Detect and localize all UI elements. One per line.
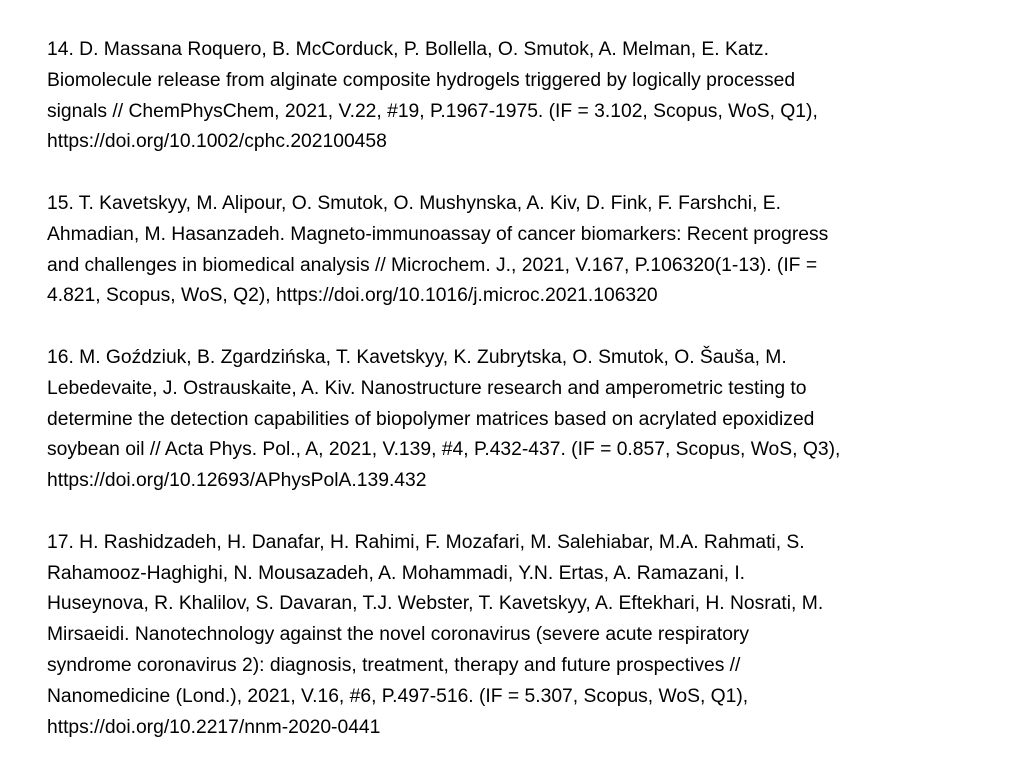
reference-item-15: 15. T. Kavetskyy, M. Alipour, O. Smutok, O. Mushynska, A. Kiv, D. Fink, F. Farshchi, E. Ahmadian, M. Hasanzadeh. Magneto-immunoassay of cancer biomarkers: Recent progress and challenges in biomedical analysis // Microchem. J., 2021, V.167, P.106320(1-13). (IF = 4.821, Scopus, WoS, Q2), https://doi.org/10.1016/j.microc.2021.106320: [47, 192, 829, 307]
reference-list: [47, 35, 997, 743]
reference-item-17: 17. H. Rashidzadeh, H. Danafar, H. Rahimi, F. Mozafari, M. Salehiabar, M.A. Rahmati, S. Rahamooz-Haghighi, N. Mousazadeh, A. Mohammadi, Y.N. Ertas, A. Ramazani, I. Huseynova, R. Khalilov, S. Davaran, T.J. Webster, T. Kavetskyy, A. Eftekhari, H. Nosrati, M. Mirsaeidi. Nanotechnology against the novel coronavirus (severe acute respiratory syndrome coronavirus 2): diagnosis, treatment, therapy and future prospectives // Nanomedicine (Lond.), 2021, V.16, #6, P.497-516. (IF = 5.307, Scopus, WoS, Q1), https://doi.org/10.2217/nnm-2020-0441: [47, 531, 824, 738]
reference-item-14: 14. D. Massana Roquero, B. McCorduck, P. Bollella, O. Smutok, A. Melman, E. Katz. Biomolecule release from alginate composite hydrogels triggered by logically processed signals // ChemPhysChem, 2021, V.22, #19, P.1967-1975. (IF = 3.102, Scopus, WoS, Q1), https://doi.org/10.1002/cphc.202100458: [47, 39, 818, 153]
reference-item-16: 16. M. Goździuk, B. Zgardzińska, T. Kavetskyy, K. Zubrytska, O. Smutok, O. Šauša, M. Lebedevaite, J. Ostrauskaite, A. Kiv. Nanostructure research and amperometric testing to determine the detection capabilities of biopolymer matrices based on acrylated epoxidized soybean oil // Acta Phys. Pol., A, 2021, V.139, #4, P.432-437. (IF = 0.857, Scopus, WoS, Q3), https://doi.org/10.12693/APhysPolA.139.432: [47, 346, 841, 492]
